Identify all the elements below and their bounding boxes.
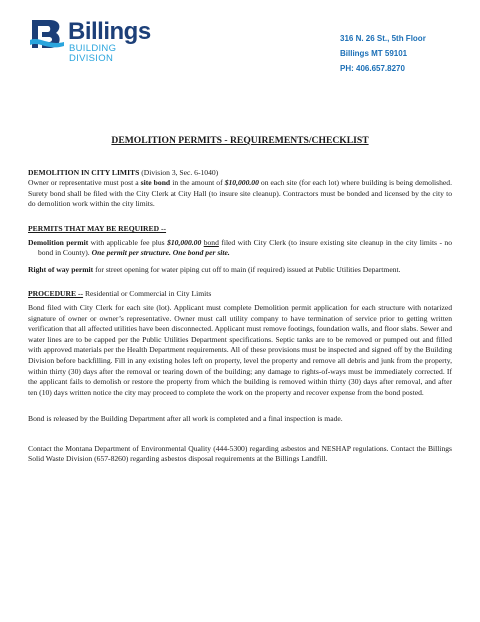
- city-limits-heading: [28, 168, 452, 179]
- address-city: Billings MT 59101: [340, 49, 408, 58]
- site-bond-term: site bond: [140, 178, 171, 188]
- demolition-permit-term: Demolition permit: [28, 237, 89, 247]
- one-permit-note: One permit per structure. One bond per site.: [91, 248, 230, 258]
- bond-release-paragraph: Bond is released by the Building Department after all work is completed and a final inspection is made.: [28, 414, 343, 424]
- logo-subtitle: [69, 44, 116, 64]
- right-of-way-text: for street opening for water piping cut off to main (if required) issued at Public Utilities Department.: [93, 264, 401, 274]
- city-limits-text-e: on each site (for each lot) where building is being demolished. Surety bond shall be filed with the City Clerk at City Hall (to insure site cleanup). Contractors must be bonded and licensed by the city to do demolition work within the city limits.: [28, 178, 452, 209]
- city-limits-text-c: in the amount of: [170, 178, 225, 188]
- city-limits-heading-text: DEMOLITION IN CITY LIMITS: [28, 167, 140, 177]
- city-limits-paragraph: [28, 178, 452, 210]
- billings-logo-icon: [30, 18, 66, 58]
- city-limits-reference: (Division 3, Sec. 6-1040): [139, 167, 219, 177]
- demolition-bond-amount: $10,000.00: [167, 237, 202, 247]
- permits-heading: [28, 224, 452, 235]
- permits-heading-text: PERMITS THAT MAY BE REQUIRED --: [28, 223, 167, 233]
- bond-amount: $10,000.00: [224, 178, 259, 188]
- page-header: [0, 0, 480, 80]
- document-title: DEMOLITION PERMITS - REQUIREMENTS/CHECKLIST: [111, 135, 369, 146]
- address-street: 316 N. 26 St., 5th Floor: [340, 34, 426, 43]
- procedure-heading-tail: Residential or Commercial in City Limits: [83, 289, 212, 299]
- logo-subtitle-line2: DIVISION: [69, 53, 114, 64]
- right-of-way-permit-item: [28, 265, 452, 276]
- logo-subtitle-line1: BUILDING: [69, 43, 117, 54]
- procedure-heading-text: PROCEDURE --: [28, 289, 84, 299]
- demolition-permit-item: [28, 238, 452, 259]
- billings-building-division-logo: [30, 18, 160, 66]
- document-body: [28, 136, 452, 465]
- address-phone: PH: 406.657.8270: [340, 64, 405, 73]
- office-address: [340, 31, 450, 76]
- right-of-way-term: Right of way permit: [28, 264, 94, 274]
- procedure-paragraph: Bond filed with City Clerk for each site (lot). Applicant must complete Demolition permit application for each structure with notarized signature of owner or owner’s representative. Owner must call utility company to have termination of service prior to getting written verification that all affected utilities have been disconnected. Applicant must remove footings, foundation walls, and floor slabs. Sewer and water lines are to be capped per the Public Utilities Department specifications. Septic tanks are to be removed or pumped out and filled with approved materials per the Health Department requirements. All of these provisions must be inspected and signed off by the Building Division before backfilling. Fill in any existing holes left on property, level the property and remove all debris and junk from the property, within thirty (30) days after the removal or tearing down of the building; any damage to rights-of-ways must be immediately corrected. If the applicant fails to demolish or restore the property from which the building is removed within thirty (30) days after removal, and after ten (10) days written notice the city may proceed to complete the work on the property and recover expense from the bond posted.: [28, 302, 452, 397]
- procedure-heading: [28, 289, 452, 300]
- logo-title: Billings: [68, 18, 151, 45]
- bond-word: bond: [203, 237, 219, 247]
- contact-paragraph: Contact the Montana Department of Environmental Quality (444-5300) regarding asbestos and NESHAP regulations. Contact the Billings Solid Waste Division (657-8260) regarding asbestos disposal requirements at the Billings Landfill.: [28, 443, 452, 464]
- demolition-permit-text-f: filed with City Clerk (to insure existing site cleanup in the city limits - no bond in County).: [38, 237, 453, 258]
- city-limits-text-a: Owner or representative must post a: [28, 178, 141, 188]
- demolition-permit-text-b: with applicable fee plus: [88, 237, 168, 247]
